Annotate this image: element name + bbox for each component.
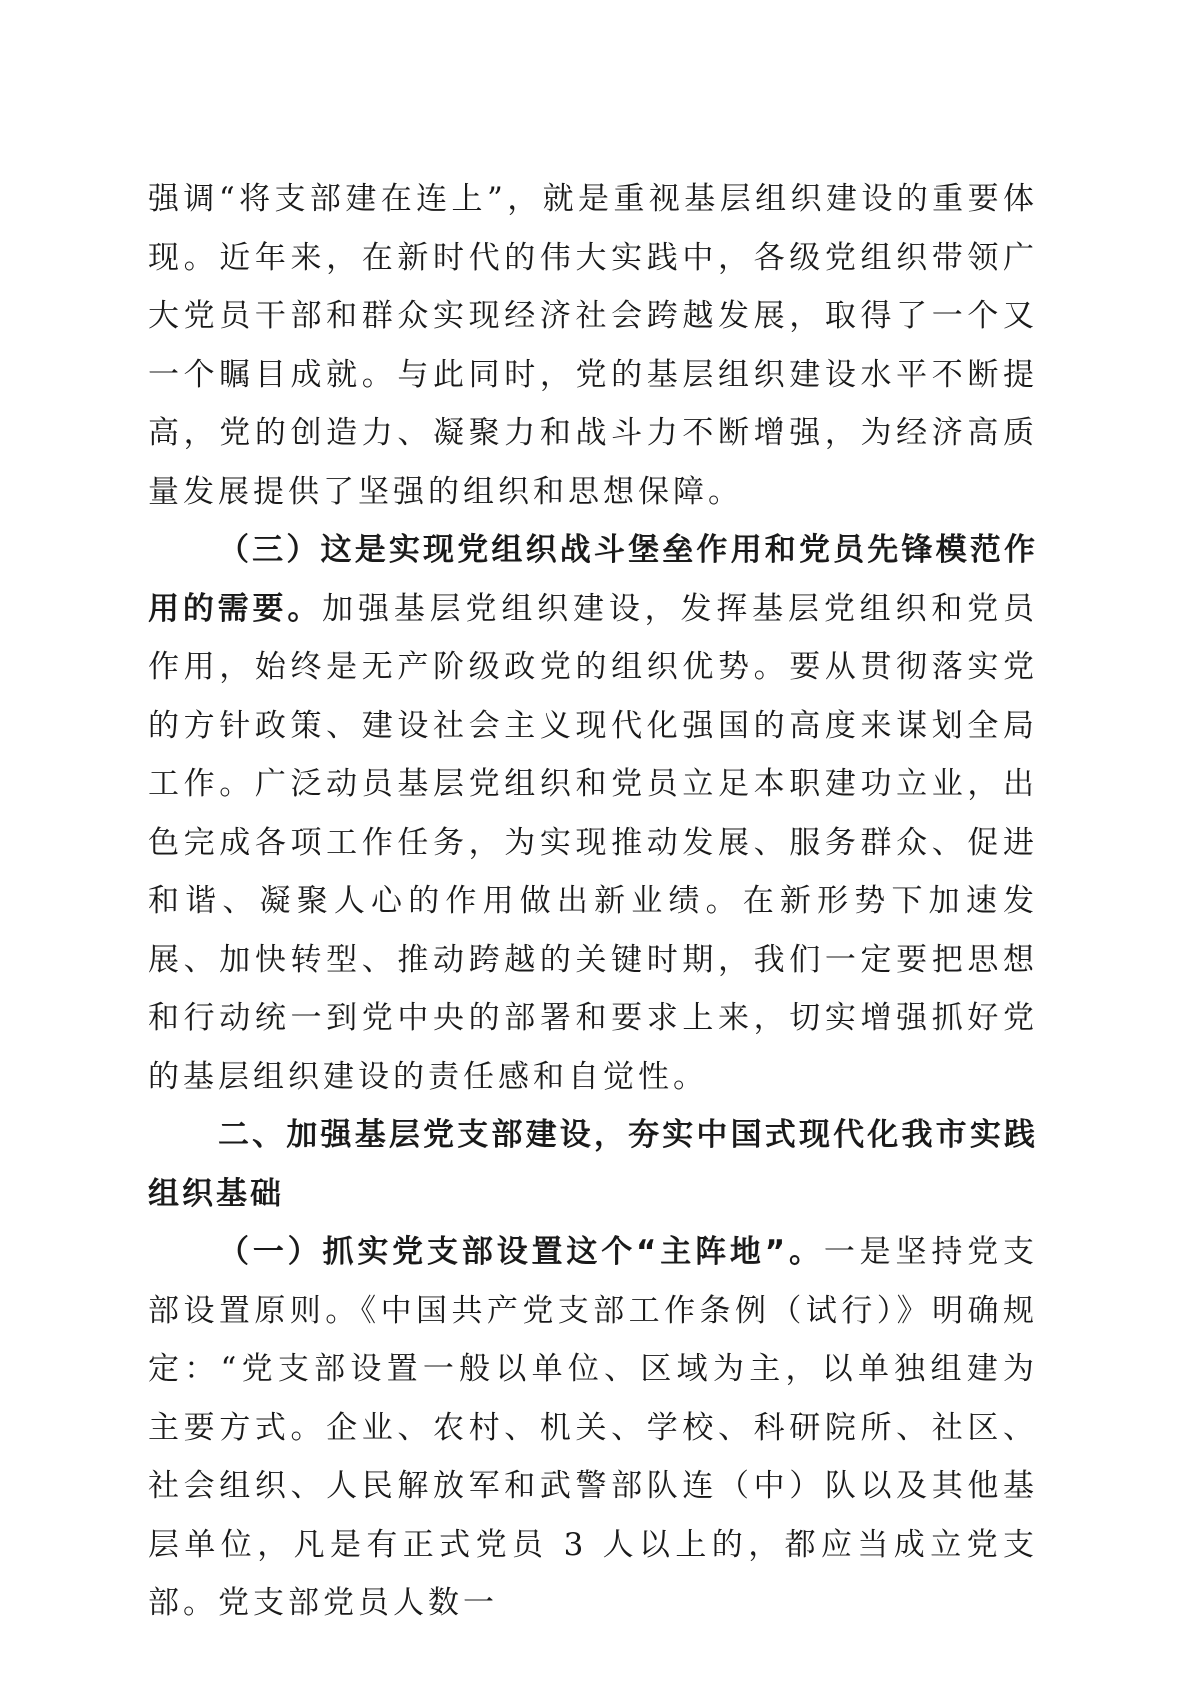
point-three-heading: （三）这是实现党组织战斗堡垒作用和党员先锋模范作用的需要。 — [148, 532, 1038, 627]
section-two-heading: 二、加强基层党支部建设，夯实中国式现代化我市实践组织基础 — [148, 1117, 1038, 1212]
document-page — [148, 170, 1038, 1633]
paragraph-point-three — [148, 521, 1038, 1106]
paragraph-continuation: 强调“将支部建在连上”，就是重视基层组织建设的重要体现。近年来，在新时代的伟大实践中，各级党组织带领广大党员干部和群众实现经济社会跨越发展，取得了一个又一个瞩目成就。与此同时，党的基层组织建设水平不断提高，党的创造力、凝聚力和战斗力不断增强，为经济高质量发展提供了坚强的组织和思想保障。 — [148, 181, 1038, 510]
point-one-body: 一是坚持党支部设置原则。《中国共产党支部工作条例（试行）》明确规定：“党支部设置一般以单位、区域为主，以单独组建为主要方式。企业、农村、机关、学校、科研院所、社区、社会组织、人民解放军和武警部队连（中）队以及其他基层单位，凡是有正式党员 3 人以上的，都应当成立党支部。党支部党员人数一 — [148, 1234, 1038, 1621]
point-three-body: 加强基层党组织建设，发挥基层党组织和党员作用，始终是无产阶级政党的组织优势。要从贯彻落实党的方针政策、建设社会主义现代化强国的高度来谋划全局工作。广泛动员基层党组织和党员立足本职建功立业，出色完成各项工作任务，为实现推动发展、服务群众、促进和谐、凝聚人心的作用做出新业绩。在新形势下加速发展、加快转型、推动跨越的关键时期，我们一定要把思想和行动统一到党中央的部署和要求上来，切实增强抓好党的基层组织建设的责任感和自觉性。 — [148, 590, 1039, 1095]
point-one-heading: （一）抓实党支部设置这个“主阵地”。 — [218, 1234, 824, 1270]
paragraph-point-one — [148, 1223, 1038, 1633]
